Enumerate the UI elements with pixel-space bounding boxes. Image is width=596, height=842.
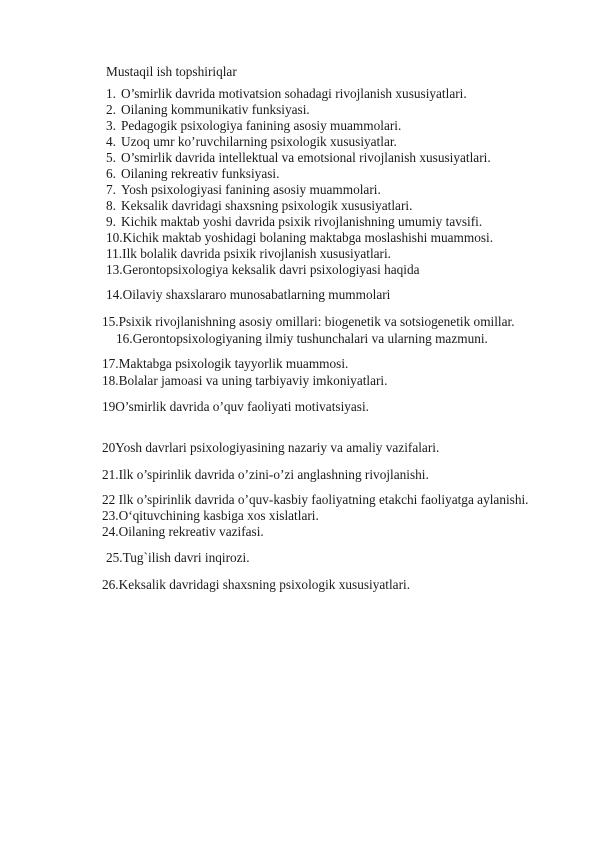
task-item: [102, 508, 319, 524]
task-text: Oilaviy shaxslararo munosabatlarning mummolari: [122, 287, 391, 302]
task-number: 21.: [102, 467, 119, 482]
task-item: [102, 314, 515, 330]
task-number: 5.: [106, 150, 116, 165]
task-number: 7.: [106, 182, 116, 197]
task-text: Gerontopsixologiya keksalik davri psixologiyasi haqida: [122, 262, 420, 277]
task-text: O‘qituvchining kasbiga xos xislatlari.: [118, 508, 319, 523]
task-text: Yosh davrlari psixologiyasining nazariy va amaliy vazifalari.: [115, 440, 440, 455]
task-number: 23.: [102, 508, 119, 523]
task-number: 11.: [106, 246, 123, 261]
task-number: 14.: [106, 287, 123, 302]
task-text: Oilaning kommunikativ funksiyasi.: [121, 102, 310, 117]
task-item: [102, 492, 529, 508]
task-text: Kichik maktab yoshi davrida psixik rivojlanishning umumiy tavsifi.: [121, 214, 483, 229]
task-item: [106, 262, 420, 278]
task-item: [102, 356, 348, 372]
task-number: 2.: [106, 102, 116, 117]
task-number: 25.: [106, 550, 123, 565]
task-item: [106, 118, 401, 134]
task-item: [102, 467, 429, 483]
task-text: O’smirlik davrida o’quv faoliyati motivatsiyasi.: [115, 399, 370, 414]
task-item: [106, 150, 491, 166]
task-number: 20: [102, 440, 116, 455]
task-item: [106, 287, 390, 303]
task-number: 6.: [106, 166, 116, 181]
document-heading: Mustaqil ish topshiriqlar: [106, 64, 237, 79]
task-item: [106, 102, 310, 118]
task-item: [116, 331, 488, 347]
task-item: [106, 214, 482, 230]
task-number: 22: [102, 492, 119, 507]
task-number: 4.: [106, 134, 116, 149]
task-number: 10.: [106, 230, 123, 245]
task-text: Tug`ilish davri inqirozi.: [122, 550, 250, 565]
task-number: 8.: [106, 198, 116, 213]
task-text: Keksalik davridagi shaxsning psixologik xususiyatlari.: [118, 577, 411, 592]
task-item: [106, 246, 391, 262]
task-text: Keksalik davridagi shaxsning psixologik xususiyatlari.: [121, 198, 413, 213]
task-number: 9.: [106, 214, 116, 229]
task-text: Ilk bolalik davrida psixik rivojlanish xususiyatlari.: [122, 246, 391, 261]
task-number: 26.: [102, 577, 119, 592]
task-text: O’smirlik davrida intellektual va emotsional rivojlanish xususiyatlari.: [121, 150, 491, 165]
task-item: [106, 230, 493, 246]
task-number: 16.: [116, 331, 133, 346]
task-number: 1.: [106, 86, 116, 101]
task-text: Psixik rivojlanishning asosiy omillari: biogenetik va sotsiogenetik omillar.: [118, 314, 515, 329]
task-number: 18.: [102, 373, 119, 388]
task-item: [106, 166, 279, 182]
task-number: 15.: [102, 314, 119, 329]
task-number: 17.: [102, 356, 119, 371]
task-item: [106, 134, 397, 150]
task-item: [102, 399, 369, 415]
task-text: Pedagogik psixologiya fanining asosiy muammolari.: [121, 118, 402, 133]
task-item: [102, 440, 439, 456]
task-number: 24.: [102, 524, 119, 539]
task-item: [102, 373, 387, 389]
task-text: Oilaning rekreativ vazifasi.: [118, 524, 264, 539]
task-text: Ilk o’spirinlik davrida o’zini-o’zi anglashning rivojlanishi.: [118, 467, 429, 482]
task-item: [102, 577, 410, 593]
task-item: [102, 524, 264, 540]
task-item: [106, 198, 412, 214]
task-number: 13.: [106, 262, 123, 277]
task-text: Bolalar jamoasi va uning tarbiyaviy imkoniyatlari.: [118, 373, 388, 388]
task-text: Gerontopsixologiyaning ilmiy tushunchalari va ularning mazmuni.: [132, 331, 488, 346]
task-number: 3.: [106, 118, 116, 133]
task-text: Uzoq umr ko’ruvchilarning psixologik xususiyatlar.: [121, 134, 397, 149]
task-number: 19: [102, 399, 116, 414]
task-text: O’smirlik davrida motivatsion sohadagi rivojlanish xususiyatlari.: [121, 86, 467, 101]
task-item: [106, 550, 250, 566]
task-text: Ilk o’spirinlik davrida o’quv-kasbiy faoliyatning etakchi faoliyatga aylanishi.: [118, 492, 529, 507]
task-item: [106, 182, 381, 198]
task-text: Yosh psixologiyasi fanining asosiy muammolari.: [121, 182, 381, 197]
task-text: Maktabga psixologik tayyorlik muammosi.: [118, 356, 349, 371]
task-text: Kichik maktab yoshidagi bolaning maktabga moslashishi muammosi.: [122, 230, 494, 245]
task-text: Oilaning rekreativ funksiyasi.: [121, 166, 280, 181]
task-item: [106, 86, 467, 102]
